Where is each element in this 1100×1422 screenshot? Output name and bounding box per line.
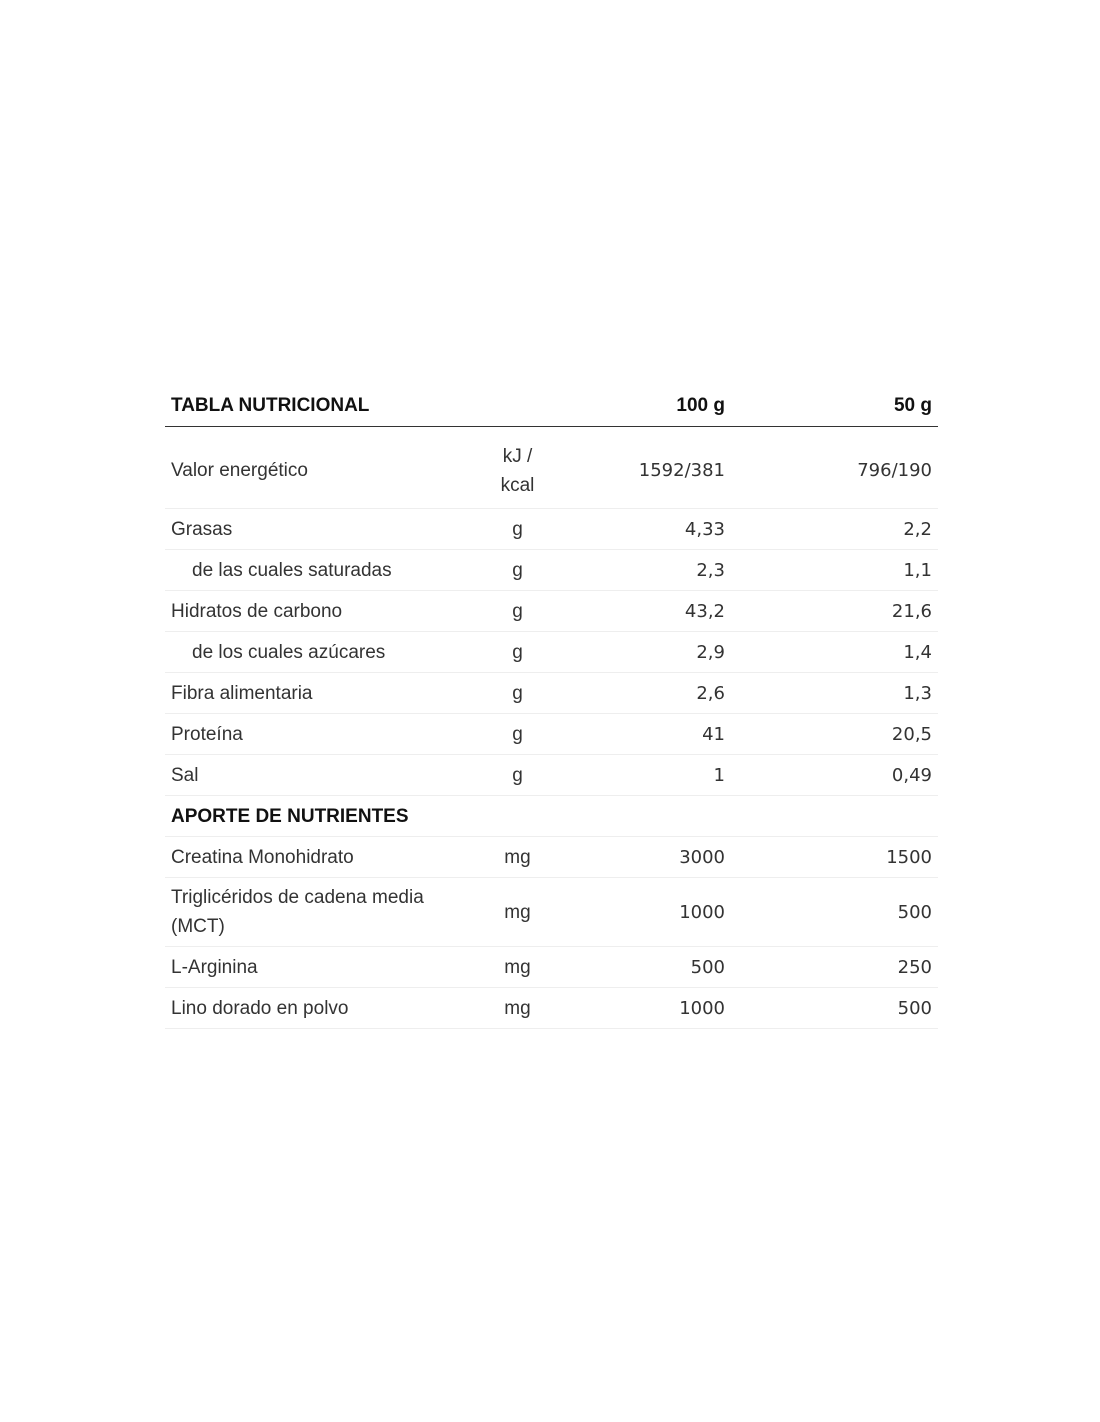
value-100g: 1592/381 [555,427,731,509]
nutrient-name: de los cuales azúcares [165,632,480,673]
value-50g: 1500 [731,837,938,878]
value-100g: 4,33 [555,509,731,550]
unit-header [480,386,555,427]
nutrition-table [165,386,938,1029]
value-50g: 1,3 [731,673,938,714]
unit-line-1: kJ / [502,445,533,467]
nutrient-name: Sal [165,755,480,796]
supplement-name: Triglicéridos de cadena media (MCT) [165,878,480,947]
table-row [165,947,938,988]
value-100g: 2,6 [555,673,731,714]
supplement-unit: mg [480,947,555,988]
nutrient-name: Fibra alimentaria [165,673,480,714]
supplement-name: Creatina Monohidrato [165,837,480,878]
table-title: TABLA NUTRICIONAL [165,386,480,427]
nutrient-unit: g [480,591,555,632]
table-row [165,714,938,755]
value-50g: 1,4 [731,632,938,673]
nutrient-name: de las cuales saturadas [165,550,480,591]
value-100g: 500 [555,947,731,988]
table-row [165,755,938,796]
nutrient-unit: g [480,673,555,714]
value-50g: 500 [731,988,938,1029]
value-100g: 1000 [555,878,731,947]
value-50g: 796/190 [731,427,938,509]
table-row [165,550,938,591]
supplement-unit: mg [480,878,555,947]
supplement-name: Lino dorado en polvo [165,988,480,1029]
nutrient-name: Proteína [165,714,480,755]
value-100g: 1 [555,755,731,796]
table-row [165,509,938,550]
nutrient-unit: g [480,550,555,591]
supplement-unit: mg [480,837,555,878]
table-row [165,673,938,714]
section-title: APORTE DE NUTRIENTES [165,796,938,837]
value-50g: 0,49 [731,755,938,796]
nutrient-unit: g [480,755,555,796]
table-row-energy [165,427,938,509]
nutrient-name: Grasas [165,509,480,550]
nutrient-name: Hidratos de carbono [165,591,480,632]
value-50g: 21,6 [731,591,938,632]
value-100g: 2,9 [555,632,731,673]
table-row [165,591,938,632]
supplement-unit: mg [480,988,555,1029]
nutrient-unit: g [480,509,555,550]
value-50g: 1,1 [731,550,938,591]
nutrient-unit: g [480,714,555,755]
value-50g: 2,2 [731,509,938,550]
value-50g: 250 [731,947,938,988]
table-row [165,988,938,1029]
value-100g: 2,3 [555,550,731,591]
supplement-name: L-Arginina [165,947,480,988]
value-50g: 500 [731,878,938,947]
unit-line-2: kcal [500,474,535,496]
table-row [165,632,938,673]
table-row [165,837,938,878]
nutrient-unit: g [480,632,555,673]
table-row [165,878,938,947]
value-100g: 3000 [555,837,731,878]
value-100g: 41 [555,714,731,755]
nutrient-name: Valor energético [165,427,480,509]
column-header-50g: 50 g [731,386,938,427]
value-50g: 20,5 [731,714,938,755]
table-header-row [165,386,938,427]
value-100g: 1000 [555,988,731,1029]
nutrient-unit [480,427,555,509]
section-header-row [165,796,938,837]
value-100g: 43,2 [555,591,731,632]
column-header-100g: 100 g [555,386,731,427]
